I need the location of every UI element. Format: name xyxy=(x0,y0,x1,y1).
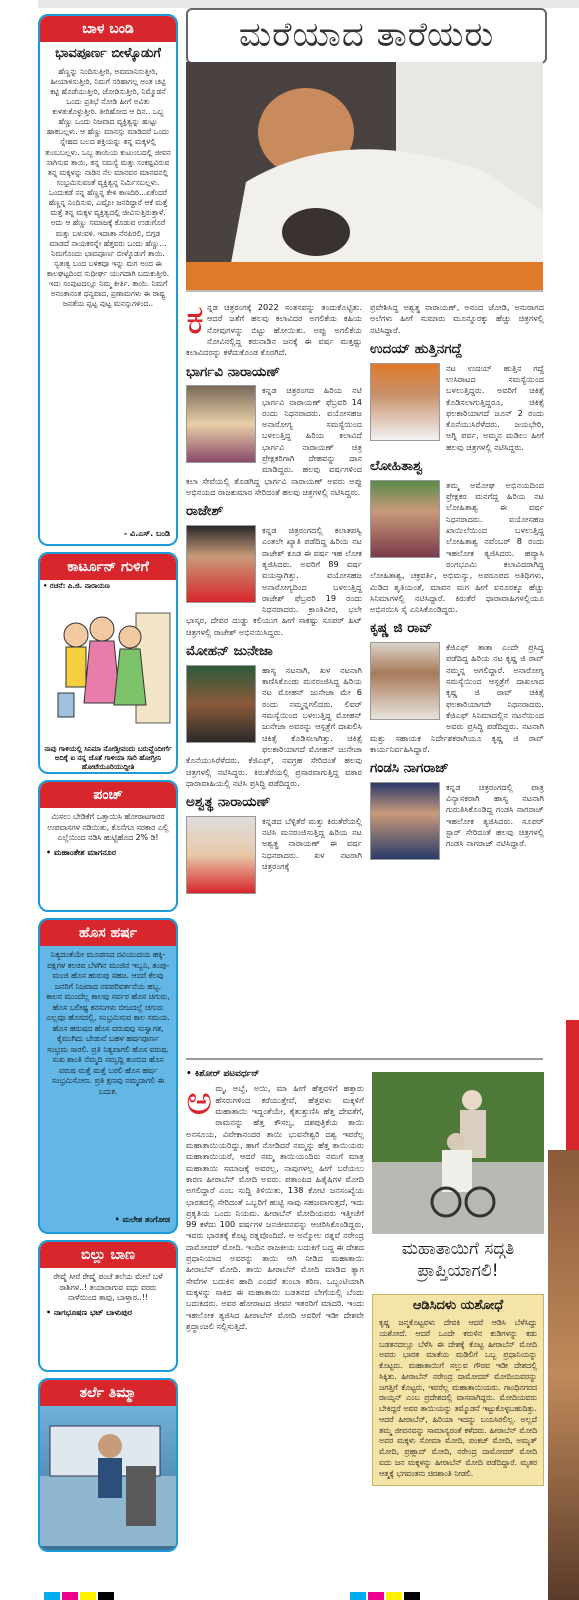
print-mark-yellow-2 xyxy=(386,1592,402,1600)
udaya-photo xyxy=(370,363,440,441)
yashodhe-heading: ಆಡಿಸಿದಳು ಯಶೋಧೆ xyxy=(412,1298,504,1313)
krishna-section xyxy=(370,642,544,755)
bala-bandi-signature: - ವಿ.ಎಸ್. ಬಂಡಿ xyxy=(123,529,170,538)
hero-drawing xyxy=(186,62,543,290)
bala-bandi-text: ಹೆಣ್ಣನ್ನು ನಿಂದಿಸುತ್ತೀರಿ, ಅವಮಾನಿಸುತ್ತೀರಿ, ಹೀಯಾಳಿಸುತ್ತೀರಿ, ನಿಮಗೆ ಸರಿಹಾಗಲ್ಲ ಅಂತ ಚಟ್ಟಿ ಕಟ್ಟಿ ಹೊಡೆಯುತ್ತೀರಿ, ಜೋಡಿಸುತ್ತೀರಿ, ನಿಮ್ಮೊಡನೆ ಒಂದು ಪ್ರತಿಭೆ ನೋಡಿ ಹೀಗೆ ಅವಿತು ಕುಳಿತುಕೊಳ್ಳುತ್ತೀರಿ. ತೀರಿಹೋದ ಆ ದಿನ.. ಒಬ್ಬ ಹೆಣ್ಣು ಒಂದು ನಿಜವಾದ ವ್ಯಕ್ತಿತ್ವನ್ನು ಹುಟ್ಟು ಹಾಕಬಲ್ಲಳು. ಆ ಹೆಣ್ಣು ಮಾನಸ್ಸು ಮಾಡಿದರೆ ಒಂದು ಸ್ನೇಹದ ಬಲದ ಶಕ್ತಿಯನ್ನು ತನ್ನ ಮಕ್ಕಳಲ್ಲಿ ತುಂಬಬಲ್ಲಳು. ಒಬ್ಬ ತಾಯಿಯ ಕುಟುಂಬದಲ್ಲಿ ಜೀವನ ಸಾಗಿಸುವ ತಾಯಿ, ತನ್ನ ಸಮಸ್ಯೆ ಮತ್ತು ಸಂಕಷ್ಟವಿರುವ ತನ್ನ ಮಕ್ಕಳನ್ನು ನಾಡಿನ ನೆಲ ಮಾನವನ ಮಾನವನಲ್ಲಿ ಸಂಭ್ರಮಿಸುವಂತೆ ವ್ಯಕ್ತಿತ್ವನ್ನ ನಿರ್ಮಿಸಬಲ್ಲಳು. ಒಂದುಕಡೆ ನನ್ನ ಹೆಣ್ಣನ್ನ ಕೇಳಿ ಕಾಣದಿರಿ...ಏಕೆಂದರೆ ಹೆಣ್ಣನ್ನ ನಿಂದಿಸುವ, ಎಷ್ಟೋ ಜನರಿದ್ದಾರೆ ಆಕೆ ಮತ್ತೆ ಮತ್ತೆ ತನ್ನ ಮಕ್ಕಳ ವ್ಯಕ್ತಿತ್ವದಲ್ಲಿ ಜೀವಿಸುತ್ತಿರುತ್ತಾಳೆ. ಅದು ಆ ಹೆಣ್ಣು ಸಮಾಜಕ್ಕೆ ಕೊಡುವ ಉಡುಗೊರೆ ಮತ್ತು ಬಳುವಳಿ. ಇದಾತಾ ನೆನಪಿರಲಿ, ಬಿಗ್ಗಡ ಮಾಡದೆ ನಾಯಕರನ್ನೇ ಹೆತ್ತವರು ಒಂದು ಹೆಣ್ಣು... ನಿಮಗೊಂದು ಭಾವಪೂರ್ಣ ಬೀಳ್ಕೊಡುಗೆ ತಾಯಿ. ಸ್ವತಃತ್ವ ಬಂದ ಬಳಿಕವೂ ಇನ್ನು ಮಗ ಅಂದ ಈ ಕಾಲಘಟ್ಟದಿಂದ ಸುಧೀರ್ಘ ಯುಗದಾಗಿ ಬದುಕುತ್ತೀರಿ. ಇದು ಸಂಪುಟದಲ್ಲೂ ನಿಮ್ಮ ಕೀರ್ತಿ. ತಾಯಿ. ನಿಮಗೆ ಅನಂತಾನಂತ ಧನ್ಯವಾದ, ಪ್ರಣಾಮಗಳು ಈ ರಾಷ್ಟ್ರ ಜನತೆಯ ಪ್ಪಟ್ಟ ಪುಟ್ಟ ಮನಸ್ಸುಗಳಿಂದ.. xyxy=(45,66,171,309)
cartoon-box xyxy=(38,552,178,774)
hosa-harsha-header: ಹೊಸ ಹರ್ಷ xyxy=(40,920,176,946)
intro-paragraph xyxy=(186,297,362,359)
bala-bandi-subtitle: ಭಾವಪೂರ್ಣ ಬೀಳ್ಕೊಡುಗೆ xyxy=(55,46,161,61)
tarle-timma-box xyxy=(38,1378,178,1552)
bhargavi-photo xyxy=(186,385,256,463)
modi-mother-photo xyxy=(372,1072,544,1234)
heading-gandasi: ಗಂಡಸಿ ನಾಗರಾಜ್ xyxy=(370,760,449,777)
tarle-timma-header: ತರ್ಲೆ ತಿಮ್ಮಾ xyxy=(40,1380,176,1406)
yashodhe-text: ಕೃಷ್ಣ ಜನ್ಮಕೊಟ್ಟವಳು ದೇವಕಿ ಆದರೆ ಆಡಿಸಿ ಬೆಳೆಸಿದ್ದು ಯಶೋದೆ. ಆದರೆ ಒಂದೇ ಕರುಳಿನ ಕುಡಿಗಳನ್ನು ಕಡು ಬಡತನದಲ್ಲೂ ಬೆಳೆಸಿ ಈ ದೇಶಕ್ಕೆ ಕೊಟ್ಟ ಹೀರಾಬೆನ್ ಮೋದಿ ಅವರು ಭಾರತ ಮಾತೆಯ ಮಡಿಲಿಗೆ ಒಬ್ಬ ಪ್ರಧಾನಿಯನ್ನು ಕೊಟ್ಟರು. ಮಹಾತಾಯಿಗೆ ಸಲ್ಲುವ ಗೌರವ ಇಡೀ ದೇಶದಲ್ಲಿ ಸಿಕ್ಕಿತು. ಹೀರಾಬೆನ್ ನರೇಂದ್ರ ದಾಮೋದರ್ ಮೋದಿಯವರನ್ನು ಜಗತ್ತಿಗೆ ಕೊಟ್ಟರು, ಇವರೆಲ್ಲ ಮಹಾತಾಯಿಯರು. ಗಾಂಧಿನಗರದ ರಾಯ್ಸನ್ ಎಂಬ ಪ್ರದೇಶದಲ್ಲಿ ವಾಸವಾಗಿದ್ದರು. ಮೋದಿಯವರು ಬೇಕಿದ್ದರೆ ಅವರ ತಾಯಿಯನ್ನು ತಮ್ಮೊಡನೆ ಇಟ್ಟುಕೊಳ್ಳಬಹುದಿತ್ತು. ಆದರೆ ಹೀರಾಬೆನ್, ಹಿರಿಯಾ ಇದನ್ನು ಬಯಸಿರಲಿಲ್ಲ. ಅಲ್ಲದೆ ತಮ್ಮ ಜೀವನವನ್ನು ಸಾಮಾನ್ಯರಂತೆ ಕಳೆದರು. ಹೀರಾಬೆನ್ ಮೋದಿ ಅವರ ಮಕ್ಕಳು ಸೋಮಾ ಮೋದಿ, ಪಂಕಜ್ ಮೋದಿ, ಅಮೃತ್ ಮೋದಿ, ಪ್ರಹ್ಲಾದ್ ಮೋದಿ, ನರೇಂದ್ರ ದಾಮೋದರ್ ಮೋದಿ ಐದು ಜನ ಮಕ್ಕಳನ್ನು ಹೀರಾಬೆನ್ ಮೋದಿ ಪಡೆದಿದ್ದಾರೆ. ಮೃತರ ಆತ್ಮಕ್ಕೆ ಭಗವಂತನು ಚಿರಶಾಂತಿ ನೀಡಲಿ. xyxy=(379,1318,537,1478)
article-hiraben xyxy=(186,1068,364,1332)
tarle-timma-drawing xyxy=(40,1406,176,1546)
intro-dropcap: ಕ xyxy=(186,297,204,343)
punch-signature: • ಮಹಾಂತೇಶ ಮಾಗನೂರ xyxy=(46,847,116,857)
article-column-a xyxy=(186,297,362,898)
print-mark-cyan xyxy=(44,1592,60,1600)
heading-udaya: ಉದಯ್ ಹುತ್ತಿನಗದ್ದೆ xyxy=(370,340,463,357)
ashwath-text: ಕನ್ನಡದ ಬೆಳ್ಳಿತೆರೆ ಮತ್ತು ಕಿರುತೆರೆಯಲ್ಲಿ ನಟಿಸಿ ಮನರಂಜಿಸುತ್ತಿದ್ದ ಹಿರಿಯ ನಟ ಅಶ್ವತ್ಥ ನಾರಾಯಣ್ ಈ ವರ್ಷ ನಿಧನರಾದರು. ಖಳ ನಟರಾಗಿ ಚಿತ್ರರಂಗಕ್ಕೆ xyxy=(262,815,362,871)
article-text: ಮ್ಮ, ಅಬ್ಬೆ, ಅಯಿ, ಮಾ ಹೀಗೆ ಹೆತ್ತವಳಿಗೆ ಹತ್ತಾರು ಹೆಸರುಗಳಿಂದ ಕರೆಯುತ್ತೇವೆ, ಹೆತ್ತವಳು ಮಕ್ಕಳಿಗೆ ಮಹಾತಾಯಿ ಇದ್ದಂತೆಯೇ, ಕೈತುತ್ತುಣಿಸಿ ಹೆತ್ತ ದೇವತೆಗೆ, ರಾಮನನ್ನು ಹೆತ್ತ ಕೌಸಲ್ಯ, ದಶಪುತ್ರಿಕೆಯ ತಾಯಿ ಅನಸೂಯ, ವಿವೇಕಾನಂದರ ತಾಯಿ ಭುವನೇಶ್ವರಿ ದಶ್ವ ಇವರೆಲ್ಲ ಮಹಾತಾಯಿಯರಿದ್ದು, ಹಾಗೆ ನೋಡಿದರೆ ನಮ್ಮನ್ನು ಹೆತ್ತ ತಾಯಿಯರು ಮಹಾತಾಯಿಯರೆ, ಆದರೆ ನಮ್ಮ ತಾಯಿಯಂದಿರು ನಮಗೆ ಮಾತ್ರ ಮಹಾತಾಯಿ ಸಮಾಜಕ್ಕೆ ಅವರಲ್ಲ, ನಾವುಗಳಲ್ಲ ಹೀಗೆ ಬರೆಯಲು ಕಾರಣ ಹೀರಾಬೆನ್ ಮೋದಿ ಅವರು. ಪತಾಂಪಿದ ಹಿತೈಷಿಗಳ ಮೋದಿ ಅಗಲಿದ್ದಾರೆ ಎಂಬ ಸುದ್ದಿ ತಿಳಿಯಿತು, 138 ಕೋಟಿ ಜನಸಂಖ್ಯೆಯ ಭಾರತದಲ್ಲಿ ಸೇರಿದಂತೆ ಒಬ್ಬರಿಗೆ ಹುಟ್ಟಿ ಸಾವು ಸಹಜವಾಗುತ್ತದೆ, ಇದು ಪ್ರಕೃತಿಯ ಒಂದು ನಿಯಮ. ಹೀರಾಬೆನ್ ಮೋದಿಯವರು ಇತ್ತೀಚೆಗೆ 99 ಕಳೆದು 100 ವರ್ಷಗಳ ಜನಜೀವನವನ್ನು ಆಚರಿಸಿಕೊಂಡಿದ್ದರು, ಇವರು ಭಾರತಕ್ಕೆ ಕೊಟ್ಟ ರತ್ನವೊಂದಿದೆ. ಆ ಅನ್ಮೋಲ ರತ್ನವೆ ನರೇಂದ್ರ ದಾಮೋದರ್ ಮೋದಿ. ಇಂದಿನ ರಾಜಕೀಯ ಬದುಕಿಗೆ ಬದ್ದ ಈ ದೇಶದ ಪ್ರಧಾನಿಯಾದ ಅವರನ್ನು ತಾಯಿ ಆಗಿ ನೀಡಿದ ಮಹಾತಾಯಿ ಹೀರಾಬೆನ್ ಮೋದಿ. ತಾಯಿ ಹೀರಾಬೆನ್ ಮೋದಿ ಮಾಡಿದ ತ್ಯಾಗ ಸೇವೆಗಳ ಬದುಕಿನ ಹಾದಿ ಎಂದರೆ ತುಂಬಾ ಕಠಿಣ. ಒಬ್ಬಂಟಿಯಾಗಿ ಮಕ್ಕಳನ್ನು ಸಾಕಿದ ಈ ಮಹಾತಾಯಿ ಬಡತನದ ಬೇಗೆಯಲ್ಲಿ ಬೆಂದು ಬದುಕಿದರು. ಅವರ ಹೋರಾಟದ ಜೀವನ ಇತರರಿಗೆ ಮಾದರಿ. ಇಂದು ಇಹಲೋಕ ತ್ಯಜಿಸಿದ ಹೀರಾಬೆನ್ ಮೋದಿ ಅವರಿಗೆ ಇಡೀ ದೇಶವೇ ಶ್ರದ್ಧಾಂಜಲಿ ಸಲ್ಲಿಸುತ್ತಿದೆ. xyxy=(186,1083,364,1331)
hosa-harsha-signature: • ಮಲೇಶ ತಂಗೋಡ xyxy=(114,1215,170,1224)
article-column-b xyxy=(370,302,544,864)
ashwath-photo xyxy=(186,816,256,894)
ashwath-continued: ಪ್ರವೇಶಿಸಿದ್ದ ಅಶ್ವತ್ಥ ನಾರಾಯಣ್, ಅನಂದ ಜೋಡಿ, ಅನುರಾಗದ ಅಲೆಗಳು ಹೀಗೆ ಸುಮಾರು ಮೂನ್ನೂರಕ್ಕು ಹೆಚ್ಚು ಚಿತ್ರಗಳಲ್ಲಿ ನಟಿಸಿದ್ದಾರೆ. xyxy=(370,302,544,335)
mohan-text: ಹಾಸ್ಯ ನಟನಾಗಿ, ಖಳ ನಟನಾಗಿ ಕಾಣಿಸಿಕೊಂಡು ಮನರಂಜಿಸಿದ್ದ ಹಿರಿಯ ನಟ ಮೋಹನ್ ಜುನೇಜಾ ಮೇ 6 ರಂದು ನಮ್ಮನ್ನಗಲಿದರು. ಲಿವರ್ ಸಮಸ್ಯೆಯಿಂದ ಬಳಲುತ್ತಿದ್ದ ಮೋಹನ್ ಜುನೇಜಾ ಅವರನ್ನು ಆಸ್ಪತ್ರೆಗೆ ದಾಖಲಿಸಿ ಚಿಕಿತ್ಸೆ ಕೊಡಿಸಲಾಗಿತ್ತು. ಚಿಕಿತ್ಸೆ ಫಲಕಾರಿಯಾಗದೆ ಮೋಹನ್ ಜುನೇಜಾ ಕೊನೆಯುಸಿರೆಳೆದರು. ಕೆಜಿಎಫ್, ನವಗ್ರಹ ಸೇರಿದಂತೆ ಹಲವು ಚಿತ್ರಗಳಲ್ಲಿ ನಟಿಸಿದ್ದರು. ಕಿರುತೆರೆಯಲ್ಲಿ ಪ್ರಸಾರವಾಗುತ್ತಿದ್ದ ವಠಾರ ಧಾರಾವಾಹಿಯಲ್ಲಿ ನಟಿಸಿ ಪ್ರಸಿದ್ಧಿ ಪಡೆದಿದ್ದರು. xyxy=(186,664,362,788)
cartoon-credit: • ರಚನೆ: ಪಿ.ಜಿ. ನಾರಾಯಣ xyxy=(43,582,110,590)
right-edge-photo-strip xyxy=(548,1150,579,1600)
divider xyxy=(186,290,543,292)
cartoon-caption: ನಾವು ಗಾಳಿಯಲ್ಲಿ ಸಿನಿಮಾ ನೋಡ್ತೀವಂದು ಬರುವ್ಹೆಂದೀರ್ಗೆ ಅದಿಕ್ಕೆ ಐ ನನ್ನ ಜೊತೆ ಗಾಳಿಯಾ ಸಾರಿ ಹೋಗ್ತೀನಿ ಹೋಟೆಯೂರಿಯುದ್ದೀತಿ xyxy=(44,745,172,772)
billu-bana-signature: • ನಾಗಭೂಷಣ ಭಟ್ ಬಾಳುಪುರ xyxy=(46,1307,132,1317)
print-mark-black xyxy=(98,1592,114,1600)
gandasi-photo xyxy=(370,782,440,860)
rajesh-text: ಕನ್ನಡ ಚಿತ್ರರಂಗದಲ್ಲಿ ಕಲಾತಪಸ್ವಿ ಎಂತಲೇ ಖ್ಯಾತಿ ಪಡೆದಿದ್ದ ಹಿರಿಯ ನಟ ರಾಜೇಶ್ ಕೂಡ ಈ ವರ್ಷ ಇಹ ಲೋಕ ತ್ಯಜಿಸಿದರು. ಅವರಿಗೆ 89 ವರ್ಷ ವಯಸ್ಸಾಗಿತ್ತು. ವಯೋಸಹಜ ಅನಾರೋಗ್ಯದಿಂದ ಬಳಲುತ್ತಿದ್ದ ರಾಜೇಶ್ ಫೆಬ್ರವರಿ 19 ರಂದು ನಿಧನರಾದರು. ಕ್ರಾಂತಿವೀರ, ಭಲೇ ಭಾಸ್ಕರ, ದೇವರ ದುಡ್ಡು ಕಲಿಯುಗ ಹೀಗೆ ಸಾಕಷ್ಟು ಸೂಪರ್ ಹಿಟ್ ಚಿತ್ರಗಳಲ್ಲಿ ರಾಜೇಶ್ ಅಭಿನಯಿಸಿದ್ದರು. xyxy=(186,524,362,637)
billu-bana-text: ರೇಷ್ಮೆ ಸೀರೆ ರೇಷ್ಮೆ ಪಂಚೆ ತಲೆಯ ಮೇಲೆ ಬಳೆ ರಾಶಿಗಳ..! ತಯಾರಾಗುವ ವಧು ವರರು ನಾಳೆಯಿಂದ ತಾವು, ಬಾಳ್ತಾರ..!! xyxy=(53,1272,163,1303)
bala-bandi-box xyxy=(38,14,178,546)
punch-box xyxy=(38,780,178,912)
yashodhe-box xyxy=(372,1294,544,1486)
krishna-photo xyxy=(370,642,440,720)
lohithashwa-photo xyxy=(370,480,440,558)
bhargavi-section xyxy=(186,385,362,498)
tarle-timma-photo xyxy=(40,1406,176,1552)
heading-mohan: ಮೋಹನ್ ಜುನೇಜಾ xyxy=(186,643,273,660)
section-divider xyxy=(186,1058,543,1060)
print-mark-magenta xyxy=(62,1592,78,1600)
cartoon-header: ಕಾರ್ಟೂನ್ ಗುಳಿಗೆ xyxy=(40,554,176,580)
right-edge-accent xyxy=(566,1020,579,1150)
rajesh-photo xyxy=(186,525,256,603)
bala-bandi-header: ಬಾಳ ಬಂಡಿ xyxy=(40,16,176,42)
top-strip xyxy=(38,0,579,8)
article-dropcap: ಅ xyxy=(186,1078,213,1125)
cartoon-drawing xyxy=(40,593,176,743)
mohan-section xyxy=(186,665,362,789)
print-mark-black-2 xyxy=(404,1592,420,1600)
article-body xyxy=(186,1078,364,1332)
heading-rajesh: ರಾಜೇಶ್ xyxy=(186,503,224,520)
punch-header: ಪಂಚ್ xyxy=(40,782,176,808)
print-mark-yellow xyxy=(80,1592,96,1600)
gandasi-text: ಕನ್ನಡ ಚಿತ್ರರಂಗದಲ್ಲಿ ಪಾತ್ರ ವಿನ್ಯಾಸಕರಾಗಿ ಹಾಸ್ಯ ನಟನಾಗಿ ಗುರುತಿಸಿಕೊಂಡಿದ್ದ ಗಂಡಸಿ ನಾಗರಾಜ್ ಇಹಲೋಕ ತ್ಯಜಿಸಿದರು. ಸೂಪರ್ ಸ್ಟಾರ್ ಸೇರಿದಂತೆ ಹಲವು ಚಿತ್ರಗಳಲ್ಲಿ ಗಂಡಸಿ ನಾಗರಾಜ್ ನಟಿಸಿದ್ದಾರೆ. xyxy=(446,781,544,849)
rajesh-section xyxy=(186,525,362,638)
modi-mother-drawing xyxy=(372,1072,544,1234)
intro-text: ನ್ನಡ ಚಿತ್ರರಂಗಕ್ಕೆ 2022 ಸಂತಸವನ್ನು ತಂದುಕೊಟ್ಟಿತು. ಆದರೆ ಜತೆಗೆ ಹಲವು ಕಲಾವಿದರ ಅಗಲಿಕೆಯ ಕಹಿಯ ನೋವುಗಳನ್ನು ಬಿಟ್ಟು ಹೋಯಿತು. ಅಪ್ಪು ಅಗಲಿಕೆಯ ನೋವಿನಲ್ಲಿದ್ದ ಕರುನಾಡಿನ ಜನಕ್ಕೆ ಈ ವರ್ಷ ಮತ್ತಷ್ಟು ಕಲಾವಿದರನ್ನು ಕಳೆದುಕೊಂಡ ಕೊರಗಿದೆ. xyxy=(186,302,362,358)
krishna-text: ಕೆಜಿಎಫ್ ತಾತಾ ಎಂದೇ ಪ್ರಸಿದ್ಧ ಪಡೆದಿದ್ದ ಹಿರಿಯ ನಟ ಕೃಷ್ಣ ಜಿ ರಾವ್ ನಮ್ಮನ್ನ ಅಗಲಿದ್ದಾರೆ. ಅನಾರೋಗ್ಯ ಸಮಸ್ಯೆಯಿಂದ ಆಸ್ಪತ್ರೆಗೆ ದಾಖಲಾದ ಕೃಷ್ಣ ಜಿ ರಾವ್ ಚಿಕಿತ್ಸೆ ಫಲಕಾರಿಯಾಗದೇ ನಿಧನರಾದರು. ಕೆಜಿಎಫ್ ಸಿನಿಮಾದಲ್ಲಿನ ನಟನೆಯಿಂದ ಅವರು ಪ್ರಸಿದ್ಧಿ ಪಡೆದಿದ್ದರು. ನಟನಾಗಿ ಮತ್ತು ಸಹಾಯಕ ನಿರ್ದೇಶಕರಾಗಿಯೂ ಕೃಷ್ಣ ಜಿ ರಾವ್ ಕಾರ್ಯನಿರ್ವಹಿಸಿದ್ದಾರೆ. xyxy=(370,642,544,754)
photo-caption: ಮಹಾತಾಯಿಗೆ ಸದ್ಗತಿ ಪ್ರಾಪ್ತಿಯಾಗಲಿ! xyxy=(401,1239,515,1282)
heading-bhargavi: ಭಾರ್ಗವಿ ನಾರಾಯಣ್ xyxy=(186,363,280,380)
gandasi-section xyxy=(370,782,544,850)
udaya-section xyxy=(370,363,544,454)
billu-bana-header: ಬಿಲ್ಲು ಬಾಣ xyxy=(40,1242,176,1268)
heading-krishna: ಕೃಷ್ಣ ಜಿ ರಾವ್ xyxy=(370,620,433,637)
punch-text: ಮಿಸಲು ಬೇಡಿಕೆಗೆ ಒತ್ತಾಯಿಸಿ ಹೋರಾಟಗಾರರ ಉಪವಾಸಗಳ ನಡಿಯಿತು, ಕೊನೆಗೂ ಸರಕಾರ ಎಲ್ಲಿ ಎಲ್ಲೆಯಿಂದ ನಡಿಸಿ ಹುಟ್ಟಿಹೊದ 2% ಡಿ! xyxy=(47,812,169,843)
hosa-harsha-text: ನಿತ್ಯದಂತೆಯೇ ಮೂಡಣದ ರವಿಯುದಯ ಹಕ್ಕಿ-ಪಕ್ಷಿಗಳ ಕಲರವ ಬೆಳಗಿನ ಮಂಜಿನ ಇಬ್ಬನಿ, ತಂಪು-ಮಂಜಿ ಹೊಸ ಹುರುಪು ಸಹಜ. ಆದರೆ ಕೆಲವು ಜನರಿಗೆ ನಿಜವಾದ ನವಪರಿವರ್ತನೆಯ ಹಬ್ಬ. ಕಾಲನ ಮುಂದೆಲ್ಲ ಕಾಲವು ಸರ್ವರ ಹೊಸ ಚಿಗುರು, ಹೊಸ ಬಲೀಷ್ಟ ಕನಸುಗಳು ಬೀಜದಲ್ಲೆ ಚಿಗುರು ಎಲ್ಲವೂ ಹೊಸದಲ್ಲಿ, ಸಂಭ್ರಮಿಸುವ ಕಾಲ ಸಮಯ. ಹೊಸ ಹರುಷದ ಹೊಸ ವರುಷವು ಸುಸ್ವಾಗತ, ಕೈಮುಗಿದು ಬೇಡುವೆ ಬಹಳ ಹರ್ಷಪೂರ್ಣ ಸಂಭ್ರಮ ಸಾರಲಿ. ಪ್ರತಿ ನಿತ್ಯವಾಗಲಿ ಹೊಸ ವರುಷ. ಸುಖ ಶಾಂತಿ ನೆಮ್ಮದಿ ಸಮೃದ್ದಿ ತುಂಬಿದ ಹೊಸ ವರುಷ ಮತ್ತೆ ಮತ್ತೆ ಬರಲಿ ಹೊಸ ಹರ್ಷ ಸಂಭ್ರಮಿಸೋಣ. ಪ್ರತಿ ಕ್ಷಣವು ನಮ್ಮದಾಗಲಿ ಈ ಬದುಕ. xyxy=(46,950,170,1096)
left-column xyxy=(38,14,178,1558)
ashwath-section xyxy=(186,816,362,873)
mohan-photo xyxy=(186,665,256,743)
billu-bana-box xyxy=(38,1240,178,1372)
article-byline: • ಕಿಶೋರ್ ಪಟವರ್ಧನ್ xyxy=(186,1069,260,1079)
hero-photo xyxy=(186,62,543,290)
page-title: ಮರೆಯಾದ ತಾರೆಯರು xyxy=(186,8,547,64)
heading-ashwath: ಅಶ್ವತ್ಥ ನಾರಾಯಣ್ xyxy=(186,794,271,811)
lohithashwa-text: ತಮ್ಮ ಅಮೋಘ ಅಭಿನಯದಿಂದ ಪ್ರೇಕ್ಷಕರ ಮನಗೆದ್ದ ಹಿರಿಯ ನಟ ಲೋಹಿತಾಶ್ವ ಈ ವರ್ಷ ನಿಧನರಾದರು. ವಯೋಸಹಜ ಖಾಯಿಲೆಯಿಂದ ಬಳಲುತ್ತಿದ್ದ ಲೋಹಿತಾಶ್ವ ನವೆಂಬರ್ 8 ರಂದು ಇಹಲೋಕ ತ್ಯಜಿಸಿದರು. ಹವ್ಯಾಸಿ ರಂಗಭೂಮಿ ಕಲಾವಿದರಾಗಿದ್ದ ಲೋಹಿತಾಶ್ವ, ಚಕ್ರವರ್ತಿ, ಅಭಿಮನ್ಯು, ಅಪರೂಪದ ಅತಿಥಿಗಳು, ಮಿಡಿದ ಶೃತಿಯಂತೆ, ಮಾವನ ಮಗ ಹೀಗೆ ಐನೂರಕ್ಕೂ ಹೆಚ್ಚು ಸಿನಿಮಾಗಳಲ್ಲಿ ನಟಿಸಿದ್ದಾರೆ. ಕಿರುತೆರೆ ಧಾರಾವಾಹಿಗಳಲ್ಲಿಯೂ ಅಭಿನಯಿಸಿ ಸೈ ಎನಿಸಿಕೊಂಡಿದ್ದರು. xyxy=(370,479,544,615)
print-mark-cyan-2 xyxy=(350,1592,366,1600)
bhargavi-text: ಕನ್ನಡ ಚಿತ್ರರಂಗದ ಹಿರಿಯ ನಟಿ ಭಾರ್ಗವಿ ನಾರಾಯಣ್ ಫೆಬ್ರವರಿ 14 ರಂದು ನಿಧನರಾದರು. ವಯೋಸಹಜ ಅನಾರೋಗ್ಯ ಸಮಸ್ಯೆಯಿಂದ ಬಳಲುತ್ತಿದ್ದ ಹಿರಿಯ ಕಲಾವಿದೆ ಭಾರ್ಗವಿ ನಾರಾಯಣ್ ಚಿತ್ರ ಪ್ರೇಕ್ಷಕರಿಗಾಗಿ ದೇಹವನ್ನು ದಾನ ಮಾಡಿದ್ದರು. ಹಲವು ವರ್ಷಗಳಿಂದ ಕಲಾ ಸೇವೆಯಲ್ಲಿ ತೊಡಗಿದ್ದ ಭಾರ್ಗವಿ ನಾರಾಯಣ್ ಅವರು ಅಪ್ಪು ಅಭಿನಯದ ರಾಜಕುಮಾರ ಸೇರಿದಂತೆ ಹಲವು ಚಿತ್ರಗಳಲ್ಲಿ ನಟಿಸಿದ್ದರು. xyxy=(186,385,362,497)
heading-lohithashwa: ಲೋಹಿತಾಶ್ವ xyxy=(370,458,423,475)
hosa-harsha-box xyxy=(38,918,178,1234)
lohithashwa-section xyxy=(370,480,544,616)
udaya-text: ನಟ ಉದಯ್ ಹುತ್ತಿನ ಗದ್ದೆ ಉಸಿರಾಟದ ಸಮಸ್ಯೆಯಿಂದ ಬಳಲುತ್ತಿದ್ದರು. ಅವರಿಗೆ ಚಿಕಿತ್ಸೆ ಕೊಡಿಸಲಾಗುತ್ತಿದ್ದರೂ, ಚಿಕಿತ್ಸೆ ಫಲಕಾರಿಯಾಗದೆ ಜೂನ್ 2 ರಂದು ಕೊನೆಯುಸಿರೆಳೆದರು. ಜಯಭೇರಿ, ಅಗ್ನಿ ಪರ್ವ, ಅಮ್ಮನ ಮಡಿಲು ಹೀಗೆ ಹಲವು ಚಿತ್ರಗಳಲ್ಲಿ ನಟಿಸಿದ್ದರು. xyxy=(446,362,544,452)
cartoon-illustration xyxy=(40,593,176,743)
print-mark-magenta-2 xyxy=(368,1592,384,1600)
